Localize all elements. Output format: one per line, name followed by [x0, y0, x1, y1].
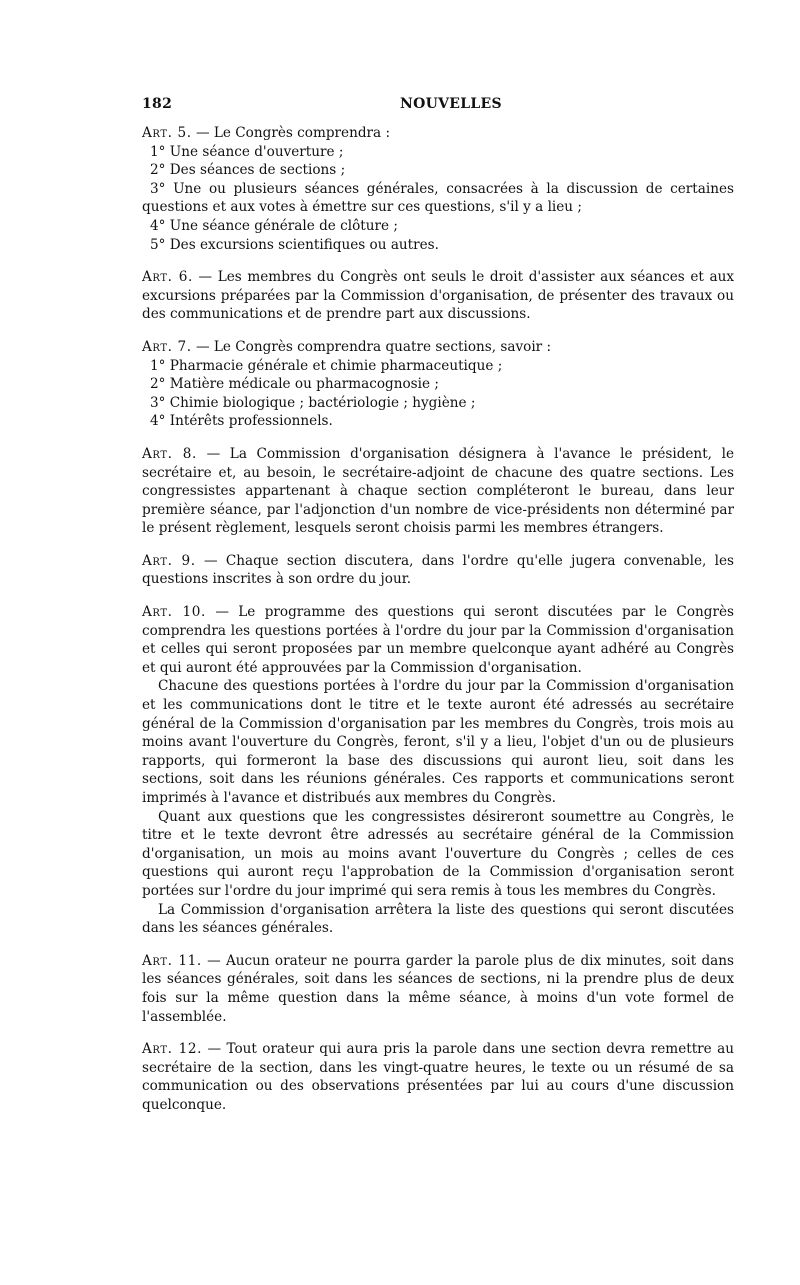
article-text: — Aucun orateur ne pourra garder la parole plus de dix minutes, soit dans les séances générales, soit dans les séances de sections, ni la prendre plus de deux fois sur la même question dans la même séance, à moins d'un vote formel de l'assemblée. [142, 952, 734, 1025]
article-text: — Le programme des questions qui seront discutées par le Congrès comprendra les questions portées à l'ordre du jour par la Commission d'organisation et celles qui seront proposées par un membre quelconque ayant adhéré au Congrès et qui auront été approuvées par la Commission d'organisation. [142, 604, 734, 676]
article-7 [142, 338, 734, 431]
article-paragraph [142, 603, 734, 677]
article-label: Art. 7. [142, 338, 192, 355]
article-paragraph [142, 445, 734, 538]
article-subparagraph: Chacune des questions portées à l'ordre du jour par la Commission d'organisation et les communications dont le titre et le texte auront été adressés au secrétaire général de la Commission d'organisation par les membres du Congrès, trois mois au moins avant l'ouverture du Congrès, feront, s'il y a lieu, l'objet d'un ou de plusieurs rapports, qui formeront la base des discussions qui auront lieu, soit dans les sections, soit dans les réunions générales. Ces rapports et communications seront imprimés à l'avance et distribués aux membres du Congrès. [142, 678, 734, 806]
article-12 [142, 1040, 734, 1114]
article-11 [142, 952, 734, 1026]
article-paragraph [142, 552, 734, 589]
list-item: 4° Une séance générale de clôture ; [150, 217, 398, 234]
article-label: Art. 8. [142, 445, 197, 462]
article-text: — Le Congrès comprendra : [191, 125, 391, 141]
article-6 [142, 268, 734, 324]
article-paragraph [142, 952, 734, 1026]
list-item: 4° Intérêts professionnels. [150, 413, 333, 430]
article-label: Art. 12. [142, 1041, 203, 1058]
article-label: Art. 6. [142, 269, 193, 286]
article-label: Art. 10. [142, 604, 206, 621]
article-paragraph [142, 1040, 734, 1114]
article-text: — Tout orateur qui aura pris la parole dans une section devra remettre au secrétaire de la section, dans les vingt-quatre heures, le texte ou un résumé de sa communication ou des observations présentées par lui au cours d'une discussion quelconque. [142, 1041, 735, 1113]
list-item: 5° Des excursions scientifiques ou autres. [150, 236, 439, 253]
article-label: Art. 9. [142, 552, 196, 569]
page-number: 182 [142, 96, 173, 112]
article-paragraph [142, 338, 734, 357]
page-body [142, 124, 734, 1129]
running-title: NOUVELLES [400, 96, 502, 112]
article-subparagraph: La Commission d'organisation arrêtera la liste des questions qui seront discutées dans les séances générales. [142, 901, 734, 937]
page-header [142, 96, 734, 116]
article-text: — Le Congrès comprendra quatre sections, savoir : [191, 338, 552, 355]
article-10 [142, 603, 734, 938]
article-text: — Chaque section discutera, dans l'ordre qu'elle jugera convenable, les questions inscrites à son ordre du jour. [142, 552, 734, 588]
article-9 [142, 552, 734, 589]
list-item: 3° Une ou plusieurs séances générales, consacrées à la discussion de certaines questions et aux votes à émettre sur ces questions, s'il y a lieu ; [142, 180, 734, 216]
article-text: — La Commission d'organisation désignera à l'avance le président, le secrétaire et, au besoin, le secrétaire-adjoint de chacune des quatre sections. Les congressistes appartenant à chaque section compléteront le bureau, dans leur première séance, par l'adjonction d'un nombre de vice-présidents non déterminé par le présent règlement, lesquels seront choisis parmi les membres étrangers. [142, 445, 734, 537]
list-item: 3° Chimie biologique ; bactériologie ; hygiène ; [150, 394, 476, 411]
article-subparagraph: Quant aux questions que les congressistes désireront soumettre au Congrès, le titre et le texte devront être adressés au secrétaire général de la Commission d'organisation, un mois au moins avant l'ouverture du Congrès ; celles de ces questions qui auront reçu l'approbation de la Commission d'organisation seront portées sur l'ordre du jour imprimé qui sera remis à tous les membres du Congrès. [142, 808, 734, 899]
list-item: 1° Une séance d'ouverture ; [150, 143, 344, 160]
article-paragraph [142, 124, 734, 143]
list-item: 1° Pharmacie générale et chimie pharmaceutique ; [150, 357, 503, 374]
list-item: 2° Des séances de sections ; [150, 162, 346, 179]
article-text: — Les membres du Congrès ont seuls le droit d'assister aux séances et aux excursions préparées par la Commission d'organisation, de présenter des travaux ou des communications et de prendre part aux discussions. [142, 269, 735, 323]
article-8 [142, 445, 734, 538]
article-label: Art. 11. [142, 952, 202, 969]
article-label: Art. 5. [142, 125, 192, 141]
article-paragraph [142, 268, 734, 324]
list-item: 2° Matière médicale ou pharmacognosie ; [150, 376, 439, 393]
article-5 [142, 124, 734, 254]
